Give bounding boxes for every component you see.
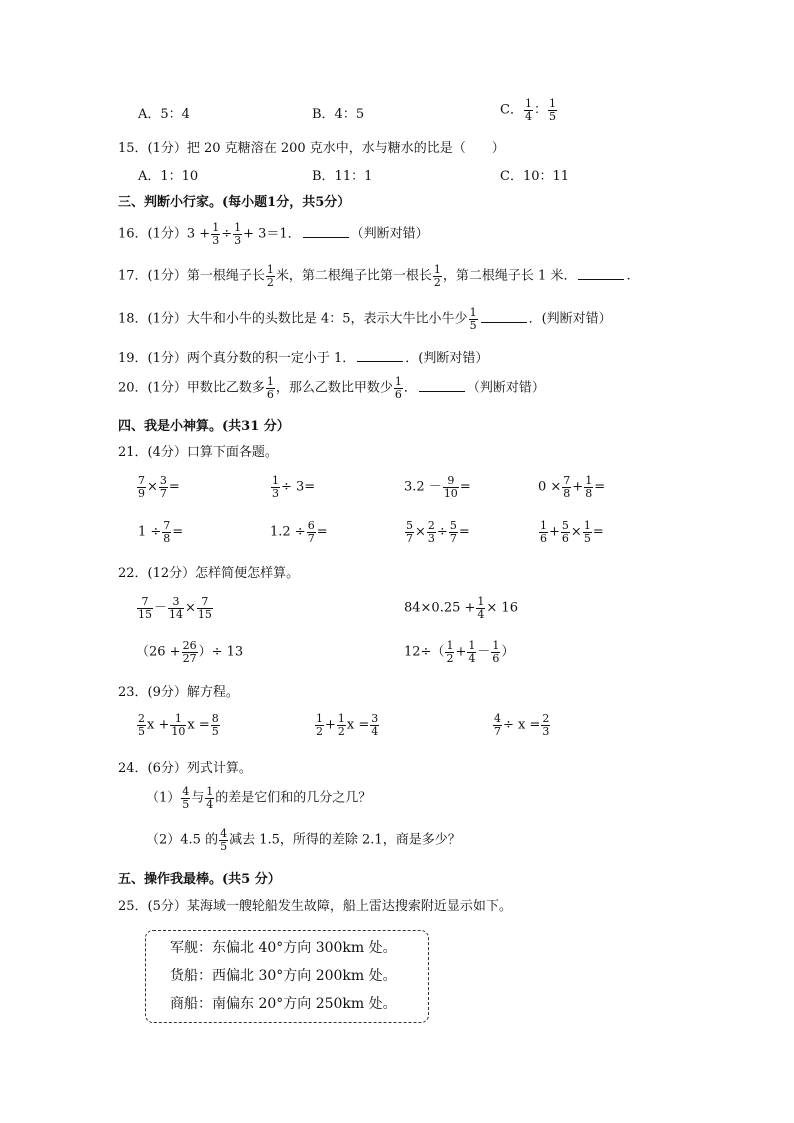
q22-expr-3: （26 + $\frac{26}{27}$ ）÷ 13 xyxy=(136,639,244,665)
q21-expr-6: 1.2 ÷ $\frac{6}{7}$ = xyxy=(270,519,328,545)
q22-expr-1: $\frac{7}{15}$ － $\frac{3}{14}$ × $\frac{7}{15}$ xyxy=(138,595,212,621)
q21-expr-3: 3.2 － $\frac{9}{10}$ = xyxy=(404,474,471,500)
q24-sub-1: （1） $\frac{4}{5}$ 与 $\frac{1}{4}$ 的差是它们和的几分之几？ xyxy=(146,785,372,811)
q22-expr-2: 84×0.25 + $\frac{1}{4}$ × 16 xyxy=(404,595,518,621)
q21-expr-1: $\frac{7}{9}$ × $\frac{3}{7}$ = xyxy=(138,474,180,500)
q25-stem: 25．(5分）某海域一艘轮船发生故障，船上雷达搜索附近显示如下。 xyxy=(118,899,512,914)
q21-stem: 21．(4分）口算下面各题。 xyxy=(118,445,278,460)
q19: 19．(1分）两个真分数的积一定小于 1． ．(判断对错） xyxy=(118,351,489,366)
q23-equation-3: $\frac{4}{7}$ ÷ x = $\frac{2}{3}$ xyxy=(494,712,550,738)
q22-expr-4: 12÷（ $\frac{1}{2}$ + $\frac{1}{4}$ － $\frac{1}{6}$ ） xyxy=(404,639,515,665)
q14-option-a: A．5：4 xyxy=(138,107,190,122)
q14-option-c: C． $\frac{1}{4}$ ： $\frac{1}{5}$ xyxy=(500,97,556,123)
q22-stem: 22．(12分）怎样简便怎样算。 xyxy=(118,566,300,581)
q15-option-c: C．10：11 xyxy=(500,169,570,184)
q23-equation-1: $\frac{2}{5}$ x + $\frac{1}{10}$ x = $\frac{8}{5}$ xyxy=(138,712,219,738)
q21-expr-5: 1 ÷ $\frac{7}{8}$ = xyxy=(138,519,184,545)
q21-expr-2: $\frac{1}{3}$ ÷ 3= xyxy=(272,474,316,500)
q17-answer-blank[interactable] xyxy=(578,268,624,280)
q23-stem: 23．(9分）解方程。 xyxy=(118,685,239,700)
q21-expr-7: $\frac{5}{7}$ × $\frac{2}{3}$ ÷ $\frac{5}{7}$ = xyxy=(406,519,470,545)
q15-stem: 15．(1分）把 20 克糖溶在 200 克水中，水与糖水的比是（ ） xyxy=(118,141,505,156)
q21-expr-4: 0 × $\frac{7}{8}$ + $\frac{1}{8}$ = xyxy=(538,474,606,500)
q16-answer-blank[interactable] xyxy=(303,226,349,238)
q19-answer-blank[interactable] xyxy=(357,350,403,362)
q15-option-b: B．11：1 xyxy=(312,169,373,184)
q24-stem: 24．(6分）列式计算。 xyxy=(118,761,252,776)
radar-line-warship: 军舰：东偏北 40°方向 300km 处。 xyxy=(170,940,397,956)
q17: 17．(1分）第一根绳子长 $\frac{1}{2}$ 米，第二根绳子比第一根长 $\frac{1}{2}$ ，第二根绳子长 1 米． . xyxy=(118,263,631,289)
section-4-heading: 四、我是小神算。(共31 分） xyxy=(118,419,290,434)
q24-sub-2: （2）4.5 的 $\frac{4}{5}$ 减去 1.5，所得的差除 2.1，商是多少？ xyxy=(146,827,461,853)
section-5-heading: 五、操作我最棒。(共5 分） xyxy=(118,872,281,887)
q20-answer-blank[interactable] xyxy=(419,380,465,392)
q15-option-a: A．1：10 xyxy=(138,169,199,184)
radar-line-merchant-ship: 商船：南偏东 20°方向 250km 处。 xyxy=(170,996,397,1012)
q18-answer-blank[interactable] xyxy=(481,311,527,323)
q21-expr-8: $\frac{1}{6}$ + $\frac{5}{6}$ × $\frac{1}{5}$ = xyxy=(540,519,604,545)
radar-line-cargo-ship: 货船：西偏北 30°方向 200km 处。 xyxy=(170,968,397,984)
q14-option-b: B．4：5 xyxy=(312,107,365,122)
q16: 16．(1分）3 + $\frac{1}{3}$ ÷ $\frac{1}{3}$ + 3＝1． （判断对错） xyxy=(118,221,429,247)
q23-equation-2: $\frac{1}{2}$ + $\frac{1}{2}$ x = $\frac{3}{4}$ xyxy=(316,712,379,738)
q18: 18．(1分）大牛和小牛的头数比是 4：5，表示大牛比小牛少 $\frac{1}{5}$ ．(判断对错） xyxy=(118,306,612,332)
section-3-heading: 三、判断小行家。(每小题1分，共5分） xyxy=(118,195,351,210)
radar-display-box xyxy=(145,930,429,1023)
q20: 20．(1分）甲数比乙数多 $\frac{1}{6}$ ，那么乙数比甲数少 $\frac{1}{6}$ ． （判断对错） xyxy=(118,375,545,401)
